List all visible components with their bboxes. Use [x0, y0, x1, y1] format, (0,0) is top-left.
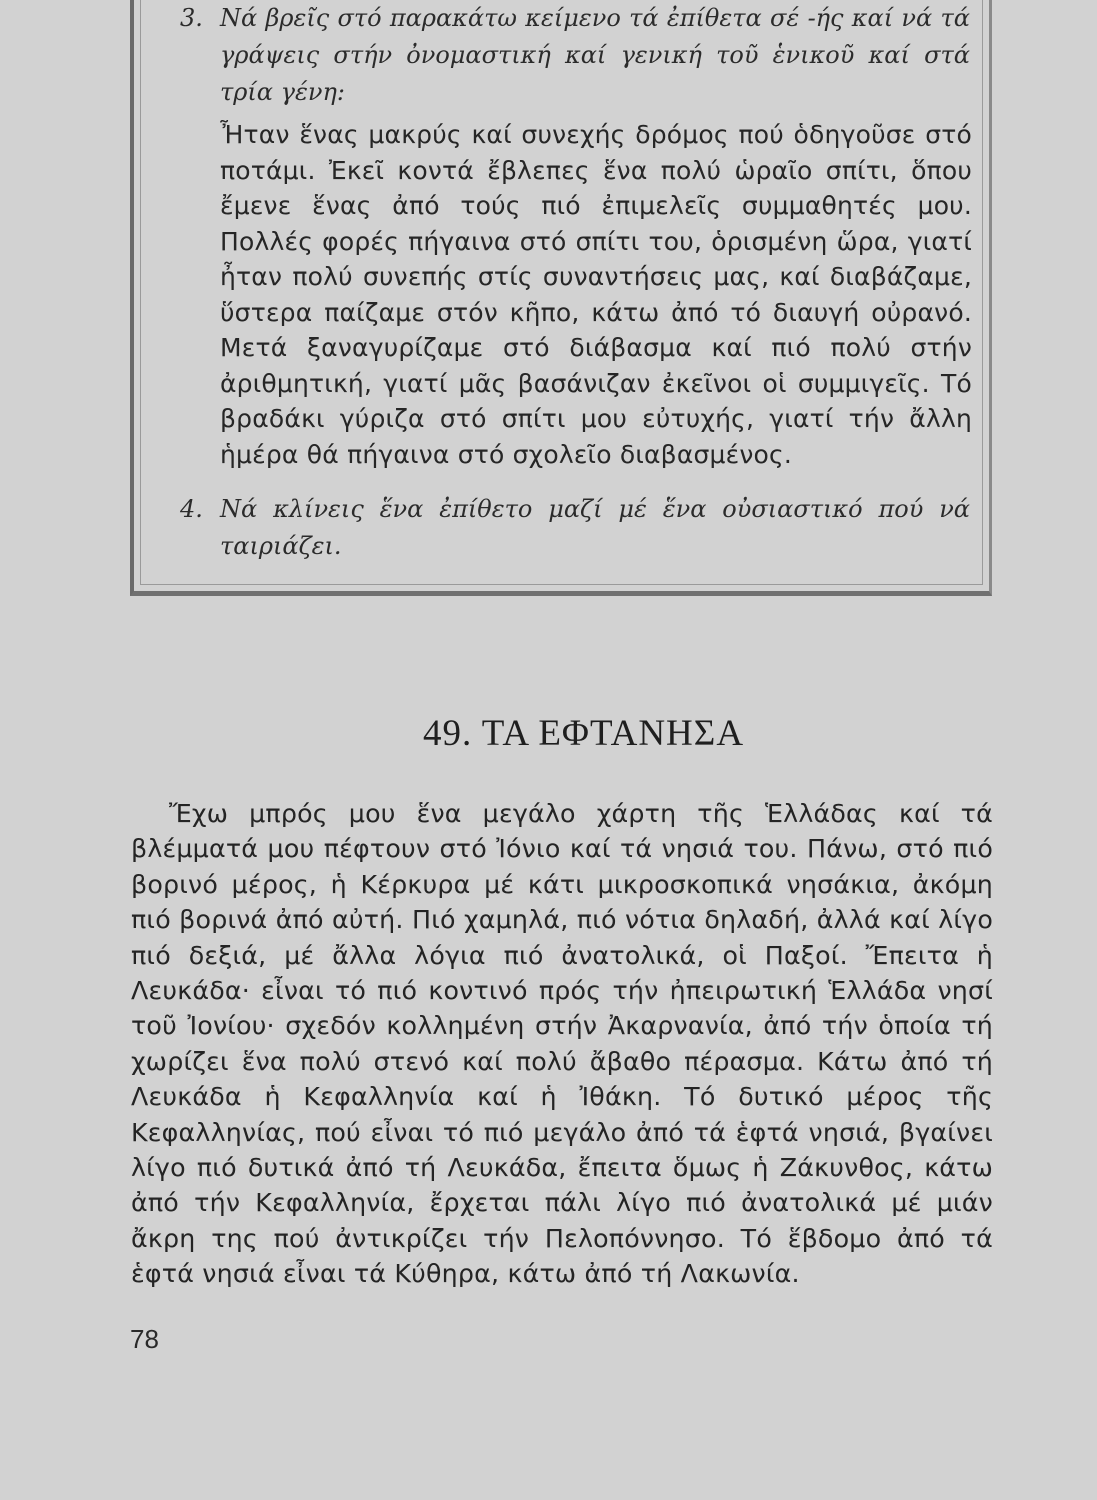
task-4-number: 4.: [180, 495, 203, 523]
exercise-paragraph: Ἦταν ἕνας μακρύς καί συνεχής δρόμος πού ὁδηγοῦσε στό ποτάμι. Ἐκεῖ κοντά ἔβλεπες ἕνα πολύ ὡραῖο σπίτι, ὅπου ἔμενε ἕνας ἀπό τούς πιό ἐπιμελεῖς συμμαθητές μου. Πολλές φορές πήγαινα στό σπίτι του, ὁρισμένη ὥρα, γιατί ἦταν πολύ συνεπής στίς συναντήσεις μας, καί διαβάζαμε, ὕστερα παίζαμε στόν κῆπο, κάτω ἀπό τό διαυγή οὐρανό. Μετά ξαναγυρίζαμε στό διάβασμα καί πιό πολύ στήν ἀριθμητική, γιατί μᾶς βασάνιζαν ἐκεῖνοι οἱ συμμιγεῖς. Τό βραδάκι γύριζα στό σπίτι μου εὐτυχής, γιατί τήν ἄλλη ἡμέρα θά πήγαινα στό σχολεῖο διαβασμένος.: [220, 120, 972, 469]
chapter-title: [0, 712, 1097, 755]
task-4-text: Νά κλίνεις ἕνα ἐπίθετο μαζί μέ ἕνα οὐσιαστικό πού νά ταιριάζει.: [220, 495, 970, 560]
page-number: 78: [130, 1324, 159, 1354]
exercise-box: [130, 0, 992, 596]
chapter-body-text: Ἔχω μπρός μου ἕνα μεγάλο χάρτη τῆς Ἑλλάδας καί τά βλέμματά μου πέφτουν στό Ἰόνιο καί τά νησιά του. Πάνω, στό πιό βορινό μέρος, ἡ Κέρκυρα μέ κάτι μικροσκοπικά νησάκια, ἀκόμη πιό βορινά ἀπό αὐτή. Πιό χαμηλά, πιό νότια δηλαδή, ἀλλά καί λίγο πιό δεξιά, μέ ἄλλα λόγια πιό ἀνατολικά, οἱ Παξοί. Ἔπειτα ἡ Λευκάδα· εἶναι τό πιό κοντινό πρός τήν ἠπειρωτική Ἑλλάδα νησί τοῦ Ἰονίου· σχεδόν κολλημένη στήν Ἀκαρνανία, ἀπό τήν ὁποία τή χωρίζει ἕνα πολύ στενό καί πολύ ἄβαθο πέρασμα. Κάτω ἀπό τή Λευκάδα ἡ Κεφαλληνία καί ἡ Ἰθάκη. Τό δυτικό μέρος τῆς Κεφαλληνίας, πού εἶναι τό πιό μεγάλο ἀπό τά ἑφτά νησιά, βγαίνει λίγο πιό δυτικά ἀπό τή Λευκάδα, ἔπειτα ὅμως ἡ Ζάκυνθος, κάτω ἀπό τήν Κεφαλληνία, ἔρχεται πάλι λίγο πιό ἀνατολικά μέ μιάν ἄκρη της πού ἀντικρίζει τήν Πελοπόννησο. Τό ἕβδομο ἀπό τά ἑφτά νησιά εἶναι τά Κύθηρα, κάτω ἀπό τή Λακωνία.: [131, 799, 993, 1289]
chapter-title-text: 49. ΤΑ ΕΦΤΑΝΗΣΑ: [422, 713, 745, 754]
task-3-text: Νά βρεῖς στό παρακάτω κείμενο τά ἐπίθετα σέ -ής καί νά τά γράψεις στήν ὀνομαστική καί γενική τοῦ ἑνικοῦ καί στά τρία γένη:: [220, 4, 970, 106]
exercise-task-3: [180, 0, 970, 111]
exercise-task-4: [180, 491, 970, 565]
task-3-number: 3.: [180, 4, 203, 32]
